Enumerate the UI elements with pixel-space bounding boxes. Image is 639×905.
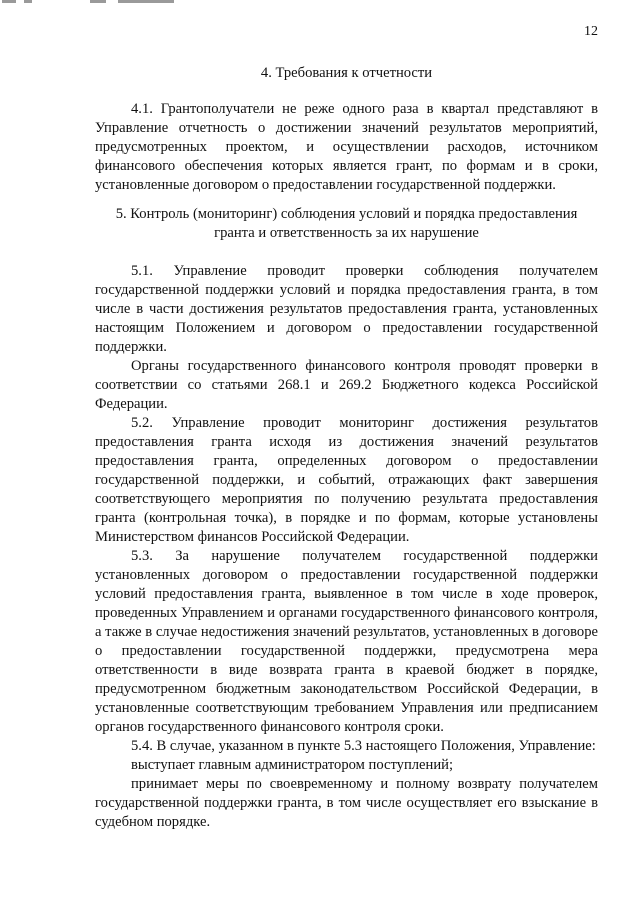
section-5-heading — [95, 205, 598, 243]
paragraph-5-1-b: Органы государственного финансового контроля проводят проверки в соответствии со статьями 268.1 и 269.2 Бюджетного кодекса Российской Федерации. — [95, 358, 598, 412]
section-5-heading-line2: гранта и ответственность за их нарушение — [214, 225, 479, 241]
paragraph-5-4-a: выступает главным администратором поступлений; — [131, 757, 454, 773]
section-4-body — [95, 100, 598, 195]
paragraph-5-2: 5.2. Управление проводит мониторинг достижения результатов предоставления гранта исходя из достижения значений результатов предоставления гранта, определенных договором о предоставлении государственной поддержки, и событий, отражающих факт завершения соответствующего мероприятия по получению результата предоставления гранта (контрольная точка), в порядке и по формам, которые установлены Министерством финансов Российской Федерации. — [95, 415, 598, 545]
paragraph-5-4: 5.4. В случае, указанном в пункте 5.3 настоящего Положения, Управление: — [131, 738, 596, 754]
paragraph-5-4-b: принимает меры по своевременному и полному возврату получателем государственной поддержки гранта, в том числе осуществляет его взыскание в судебном порядке. — [95, 776, 598, 830]
section-5-heading-line1: 5. Контроль (мониторинг) соблюдения условий и порядка предоставления — [115, 206, 578, 222]
paragraph-4-1: 4.1. Грантополучатели не реже одного раза в квартал представляют в Управление отчетность о достижении значений результатов мероприятий, предусмотренных проектом, и осуществлении расходов, источником финансового обеспечения которых является грант, по формам и в сроки, установленные договором о предоставлении государственной поддержки. — [95, 101, 598, 193]
paragraph-5-1: 5.1. Управление проводит проверки соблюдения получателем государственной поддержки условий и порядка предоставления гранта, в том числе в части достижения результатов предоставления гранта, установленных настоящим Положением и договором о предоставлении государственной поддержки. — [95, 263, 598, 355]
page-number: 12 — [584, 24, 598, 39]
section-4-heading: 4. Требования к отчетности — [260, 65, 433, 81]
scan-artifact — [0, 0, 639, 4]
paragraph-5-3: 5.3. За нарушение получателем государственной поддержки установленных договором о предоставлении государственной поддержки условий предоставления гранта, выявленное в том числе в ходе проверок, проведенных Управлением и органами государственного финансового контроля, а также в случае недостижения значений результатов, установленных в договоре о предоставлении государственной поддержки, предусмотрена мера ответственности в виде возврата гранта в краевой бюджет в порядке, предусмотренном бюджетным законодательством Российской Федерации, в установленные соответствующим требованием Управления или предписанием органов государственного финансового контроля сроки. — [95, 548, 598, 735]
section-5-body — [95, 262, 598, 832]
